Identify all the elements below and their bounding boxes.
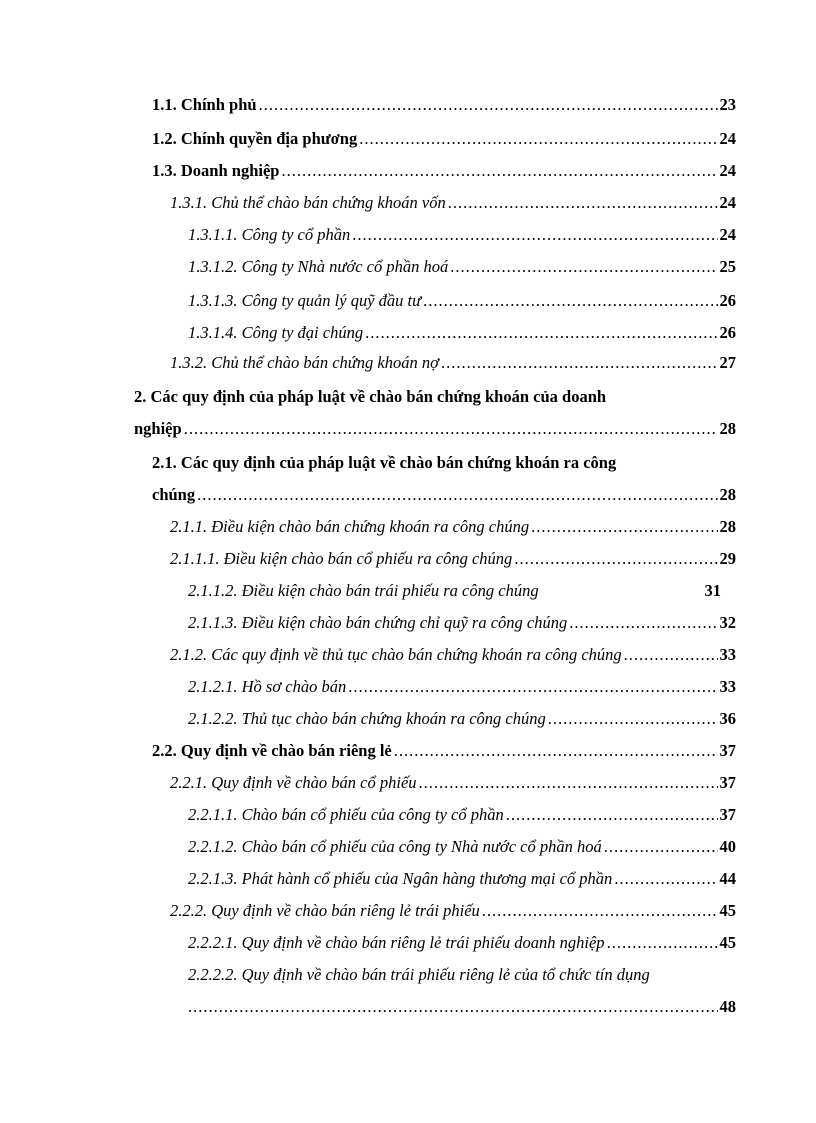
dot-leader [569, 612, 717, 634]
dot-leader [281, 160, 717, 182]
toc-page: 24 [719, 129, 736, 148]
toc-entry-2-1-1-3 [188, 612, 736, 644]
toc-title: Các quy định của pháp luật về chào bán chứng khoán ra công [180, 453, 617, 472]
toc-page: 37 [719, 773, 736, 792]
dot-leader [624, 644, 718, 666]
toc-title: Hồ sơ chào bán [241, 677, 347, 696]
toc-number: 1.3.2. [170, 353, 208, 372]
dot-leader [188, 996, 718, 1018]
toc-title: Quy định về chào bán trái phiếu riêng lẻ của tổ chức tín dụng [241, 965, 650, 984]
toc-entry-1-3-1-1 [188, 224, 736, 256]
toc-entry-1-3-1-4 [188, 322, 736, 354]
dot-leader [423, 290, 717, 312]
toc-entry-2-1-1-1 [170, 548, 736, 580]
toc-page: 29 [719, 549, 736, 568]
toc-number: 1.3.1.2. [188, 257, 238, 276]
toc-page: 37 [719, 805, 736, 824]
dot-leader [604, 836, 718, 858]
toc-title: Chính quyền địa phương [180, 129, 358, 148]
toc-title: Thủ tục chào bán chứng khoán ra công chúng [241, 709, 546, 728]
toc-title: Các quy định của pháp luật về chào bán chứng khoán của doanh [150, 387, 607, 406]
dot-leader [614, 868, 717, 890]
toc-page: 33 [719, 677, 736, 696]
toc-entry-1-3-1-2 [188, 256, 736, 288]
toc-entry-2-1-2-2 [188, 708, 736, 740]
toc-title: Công ty quản lý quỹ đầu tư [241, 291, 422, 310]
toc-number: 2.2.1.3. [188, 869, 238, 888]
toc-page: 33 [719, 645, 736, 664]
toc-entry-2-2-2 [170, 900, 736, 932]
dot-leader [348, 676, 717, 698]
toc-entry-2-2-1 [170, 772, 736, 804]
toc-number: 1.3.1.1. [188, 225, 238, 244]
toc-title: Các quy định về thủ tục chào bán chứng khoán ra công chúng [211, 645, 622, 664]
toc-entry-1-2 [152, 128, 736, 160]
toc-title: Phát hành cổ phiếu của Ngân hàng thương mại cổ phần [241, 869, 613, 888]
toc-page: 25 [719, 257, 736, 276]
toc-title: Chào bán cổ phiếu của công ty Nhà nước cổ phần hoá [241, 837, 602, 856]
toc-title-continued: chúng [152, 485, 196, 504]
toc-number: 2.1. [152, 453, 177, 472]
toc-number: 2.1.2. [170, 645, 208, 664]
toc-title: Điều kiện chào bán trái phiếu ra công chúng [241, 581, 539, 600]
toc-number: 2.2.1.2. [188, 837, 238, 856]
dot-leader [197, 484, 717, 506]
toc-entry-2-2-1-2 [188, 836, 736, 868]
dot-leader [450, 256, 717, 278]
toc-page: 44 [719, 869, 736, 888]
toc-number: 1.3.1.4. [188, 323, 238, 342]
toc-title: Quy định về chào bán riêng lẻ [180, 741, 392, 760]
toc-entry-2-1-1-2 [188, 580, 721, 612]
toc-entry-2-1-2 [170, 644, 736, 676]
toc-page: 24 [719, 161, 736, 180]
toc-page: 45 [719, 901, 736, 920]
dot-leader [184, 418, 718, 440]
toc-page: 26 [719, 323, 736, 342]
dot-leader [506, 804, 718, 826]
toc-entry-2-1-1 [170, 516, 736, 548]
toc-page: 28 [719, 517, 736, 536]
toc-title: Quy định về chào bán cổ phiếu [211, 773, 417, 792]
toc-number: 1.1. [152, 95, 177, 114]
toc-page: 48 [719, 997, 736, 1016]
dot-leader [259, 94, 718, 116]
toc-entry-2-line2 [134, 418, 736, 450]
toc-page: 36 [719, 709, 736, 728]
dot-leader [359, 128, 717, 150]
dot-leader [394, 740, 718, 762]
toc-page: 37 [719, 741, 736, 760]
toc-entry-1-3-1 [170, 192, 736, 224]
toc-number: 2.2.2.1. [188, 933, 238, 952]
toc-number: 1.3. [152, 161, 177, 180]
toc-title: Quy định về chào bán riêng lẻ trái phiếu [211, 901, 480, 920]
toc-entry-2-line1 [134, 386, 736, 408]
toc-page: 27 [719, 353, 736, 372]
toc-number: 2.2.1.1. [188, 805, 238, 824]
toc-title: Quy định về chào bán riêng lẻ trái phiếu doanh nghiệp [241, 933, 605, 952]
toc-entry-2-1-line1 [152, 452, 736, 474]
toc-number: 2.2.2.2. [188, 965, 238, 984]
toc-page: 24 [719, 225, 736, 244]
toc-number: 2.2.1. [170, 773, 208, 792]
dot-leader [531, 516, 717, 538]
toc-entry-2-2-2-2-line2 [188, 996, 736, 1028]
toc-title: Công ty đại chúng [241, 323, 364, 342]
toc-entry-1-3 [152, 160, 736, 192]
toc-number: 2.1.2.1. [188, 677, 238, 696]
toc-title: Chủ thể chào bán chứng khoán nợ [211, 353, 439, 372]
toc-entry-2-2-1-3 [188, 868, 736, 900]
toc-title: Công ty cổ phần [241, 225, 351, 244]
toc-page: 26 [719, 291, 736, 310]
toc-page: 28 [719, 419, 736, 438]
toc-entry-2-1-2-1 [188, 676, 736, 708]
dot-leader [352, 224, 717, 246]
dot-leader [607, 932, 718, 954]
toc-entry-2-2-1-1 [188, 804, 736, 836]
toc-number: 1.3.1. [170, 193, 208, 212]
dot-leader [548, 708, 718, 730]
toc-number: 2.2.2. [170, 901, 208, 920]
toc-number: 1.2. [152, 129, 177, 148]
toc-entry-1-3-2 [170, 352, 736, 384]
toc-number: 2.1.1. [170, 517, 208, 536]
toc-number: 1.3.1.3. [188, 291, 238, 310]
toc-page: 31 [704, 581, 721, 600]
toc-title: Doanh nghiệp [180, 161, 280, 180]
dot-leader [365, 322, 717, 344]
toc-title: Chính phủ [180, 95, 257, 114]
toc-entry-1-1 [152, 94, 736, 126]
toc-entry-2-2-2-1 [188, 932, 736, 964]
toc-title: Điều kiện chào bán chứng chỉ quỹ ra công chúng [241, 613, 568, 632]
toc-entry-2-2-2-2-line1 [188, 964, 736, 986]
toc-title: Công ty Nhà nước cổ phần hoá [241, 257, 449, 276]
dot-leader [514, 548, 717, 570]
toc-entry-2-2 [152, 740, 736, 772]
toc-number: 2.1.1.2. [188, 581, 238, 600]
toc-page: 40 [719, 837, 736, 856]
dot-leader [448, 192, 718, 214]
toc-number: 2.1.1.3. [188, 613, 238, 632]
toc-page: 23 [719, 95, 736, 114]
toc-page: 24 [719, 193, 736, 212]
toc-number: 2.2. [152, 741, 177, 760]
toc-number: 2. [134, 387, 147, 406]
dot-leader [419, 772, 718, 794]
toc-title: Chủ thể chào bán chứng khoán vốn [211, 193, 446, 212]
toc-page: 45 [719, 933, 736, 952]
dot-leader [441, 352, 718, 374]
toc-page: 32 [719, 613, 736, 632]
toc-title-continued: nghiệp [134, 419, 182, 438]
dot-leader [482, 900, 718, 922]
toc-title: Điều kiện chào bán chứng khoán ra công chúng [211, 517, 530, 536]
toc-entry-2-1-line2 [152, 484, 736, 516]
toc-number: 2.1.1.1. [170, 549, 220, 568]
toc-page: 28 [719, 485, 736, 504]
toc-title: Chào bán cổ phiếu của công ty cổ phần [241, 805, 504, 824]
toc-title: Điều kiện chào bán cổ phiếu ra công chúng [223, 549, 513, 568]
toc-entry-1-3-1-3 [188, 290, 736, 322]
toc-number: 2.1.2.2. [188, 709, 238, 728]
